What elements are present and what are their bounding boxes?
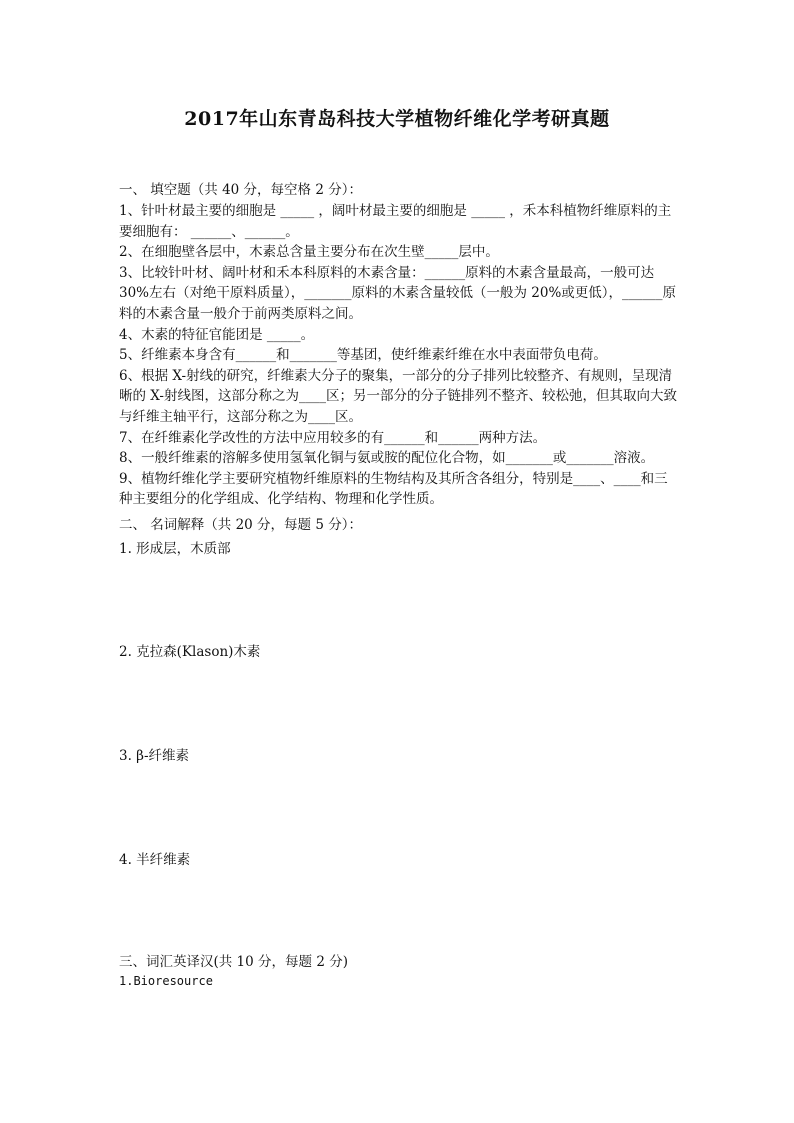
fill-question-2: 2、在细胞壁各层中，木素总含量主要分布在次生壁_____层中。 [119,244,499,261]
section-3-heading: 三、词汇英译汉(共 10 分，每题 2 分) [119,954,348,970]
translate-question-1: 1.Bioresource [119,974,213,988]
section-1-questions [119,201,679,510]
fill-question-8: 8、一般纤维素的溶解多使用氢氧化铜与氨或胺的配位化合物，如_______或_______溶液。 [119,450,655,467]
fill-question-1: 1、针叶材最主要的细胞是 _____ ，阔叶材最主要的细胞是 _____ ，禾本科植物纤维原料的主要细胞有： ______、______。 [119,203,672,240]
fill-question-4: 4、木素的特征官能团是 _____。 [119,326,315,343]
fill-question-5: 5、纤维素本身含有______和_______等基团，使纤维素纤维在水中表面带负电荷。 [119,347,607,364]
section-1-heading: 一、 填空题（共 40 分，每空格 2 分）： [119,182,362,198]
term-question-1: 1. 形成层，木质部 [119,541,231,557]
term-question-4: 4. 半纤维素 [119,852,191,868]
term-question-3: 3. β-纤维素 [119,748,190,764]
section-2-heading: 二、 名词解释（共 20 分，每题 5 分）： [119,517,362,533]
term-question-2: 2. 克拉森(Klason)木素 [119,644,261,660]
fill-question-9: 9、植物纤维化学主要研究植物纤维原料的生物结构及其所含各组分，特别是____、____和三种主要组分的化学组成、化学结构、物理和化学性质。 [119,470,668,508]
page-title: 2017年山东青岛科技大学植物纤维化学考研真题 [184,108,610,130]
fill-question-3: 3、比较针叶材、阔叶材和禾本科原料的木素含量：______原料的木素含量最高，一般可达30%左右（对绝干原料质量），_______原料的木素含量较低（一般为 20%或更低），______原料的木素含量一般介于前两类原料之间。 [119,264,677,322]
fill-question-7: 7、在纤维素化学改性的方法中应用较多的有______和______两种方法。 [119,429,547,446]
fill-question-6: 6、根据 X-射线的研究，纤维素大分子的聚集，一部分的分子排列比较整齐、有规则，呈现清晰的 X-射线图，这部分称之为____区；另一部分的分子链排列不整齐、较松弛，但其取向大致与纤维主轴平行，这部分称之为____区。 [119,367,677,425]
